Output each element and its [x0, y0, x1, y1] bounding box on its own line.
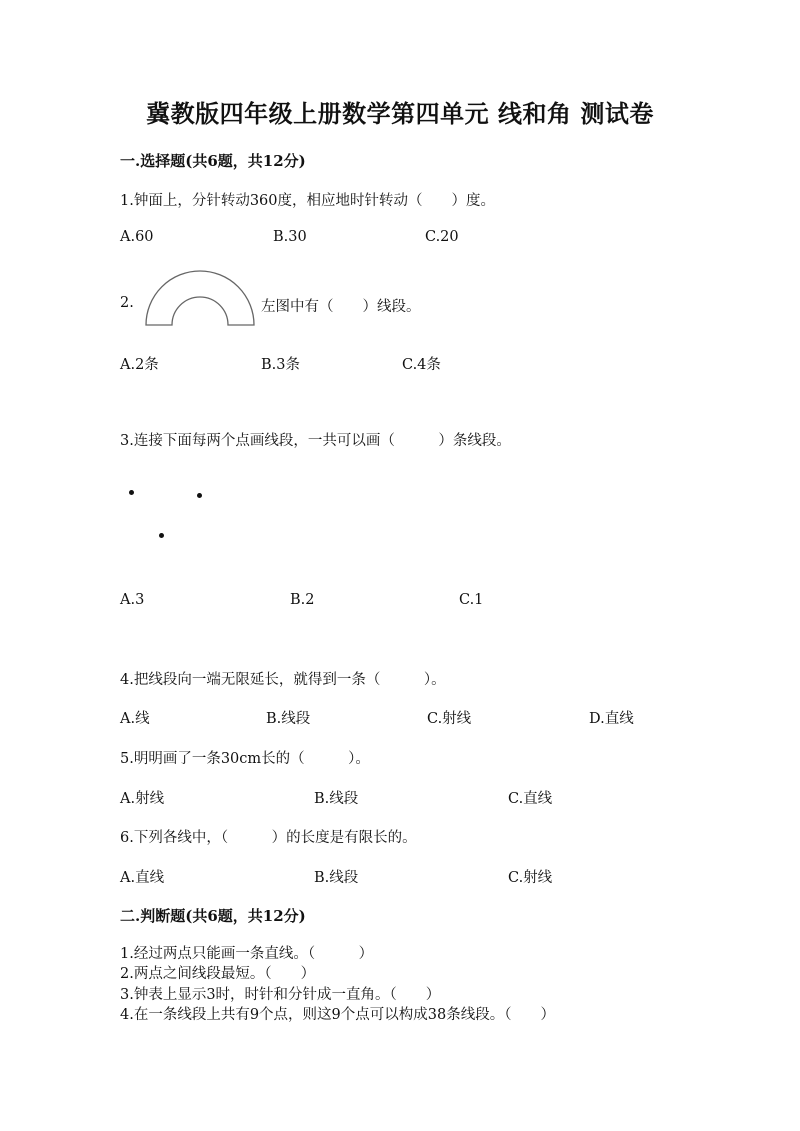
judgement-item-1: 1.经过两点只能画一条直线。（ ）	[120, 946, 374, 962]
q2-option-a: A.2条	[120, 357, 159, 373]
q2-option-c: C.4条	[402, 357, 441, 373]
point-1	[129, 490, 134, 495]
q3-option-a: A.3	[120, 592, 145, 608]
question-3: 3.连接下面每两个点画线段，一共可以画（ ）条线段。	[120, 433, 511, 449]
point-2	[197, 493, 202, 498]
question-5: 5.明明画了一条30cm长的（ ）。	[120, 751, 370, 767]
q1-option-b: B.30	[273, 229, 307, 245]
q4-option-b: B.线段	[266, 711, 311, 727]
q2-option-b: B.3条	[261, 357, 300, 373]
judgement-item-3: 3.钟表上显示3时，时针和分针成一直角。（ ）	[120, 987, 441, 1003]
question-2-number: 2.	[120, 295, 134, 311]
question-2: 左图中有（ ）线段。	[261, 299, 421, 315]
q3-option-c: C.1	[459, 592, 484, 608]
q6-option-c: C.射线	[508, 870, 553, 886]
q1-option-c: C.20	[425, 229, 459, 245]
question-6: 6.下列各线中，（ ）的长度是有限长的。	[120, 830, 417, 846]
arch-outline	[146, 271, 254, 325]
q5-option-a: A.射线	[120, 791, 165, 807]
q6-option-b: B.线段	[314, 870, 359, 886]
q4-option-a: A.线	[120, 711, 150, 727]
arch-figure	[144, 268, 256, 328]
page-title: 冀教版四年级上册数学第四单元 线和角 测试卷	[146, 99, 654, 128]
judgement-item-4: 4.在一条线段上共有9个点，则这9个点可以构成38条线段。（ ）	[120, 1007, 555, 1023]
section-heading-judgement: 二.判断题(共6题，共12分)	[120, 907, 306, 925]
point-3	[159, 533, 164, 538]
judgement-item-2: 2.两点之间线段最短。（ ）	[120, 966, 316, 982]
q5-option-c: C.直线	[508, 791, 553, 807]
q4-option-d: D.直线	[589, 711, 634, 727]
q3-option-b: B.2	[290, 592, 315, 608]
question-4: 4.把线段向一端无限延长，就得到一条（ ）。	[120, 672, 446, 688]
q1-option-a: A.60	[120, 229, 154, 245]
q6-option-a: A.直线	[120, 870, 165, 886]
section-heading-choice: 一.选择题(共6题，共12分)	[120, 152, 306, 170]
q5-option-b: B.线段	[314, 791, 359, 807]
q4-option-c: C.射线	[427, 711, 472, 727]
question-1: 1.钟面上，分针转动360度，相应地时针转动（ ）度。	[120, 193, 496, 209]
